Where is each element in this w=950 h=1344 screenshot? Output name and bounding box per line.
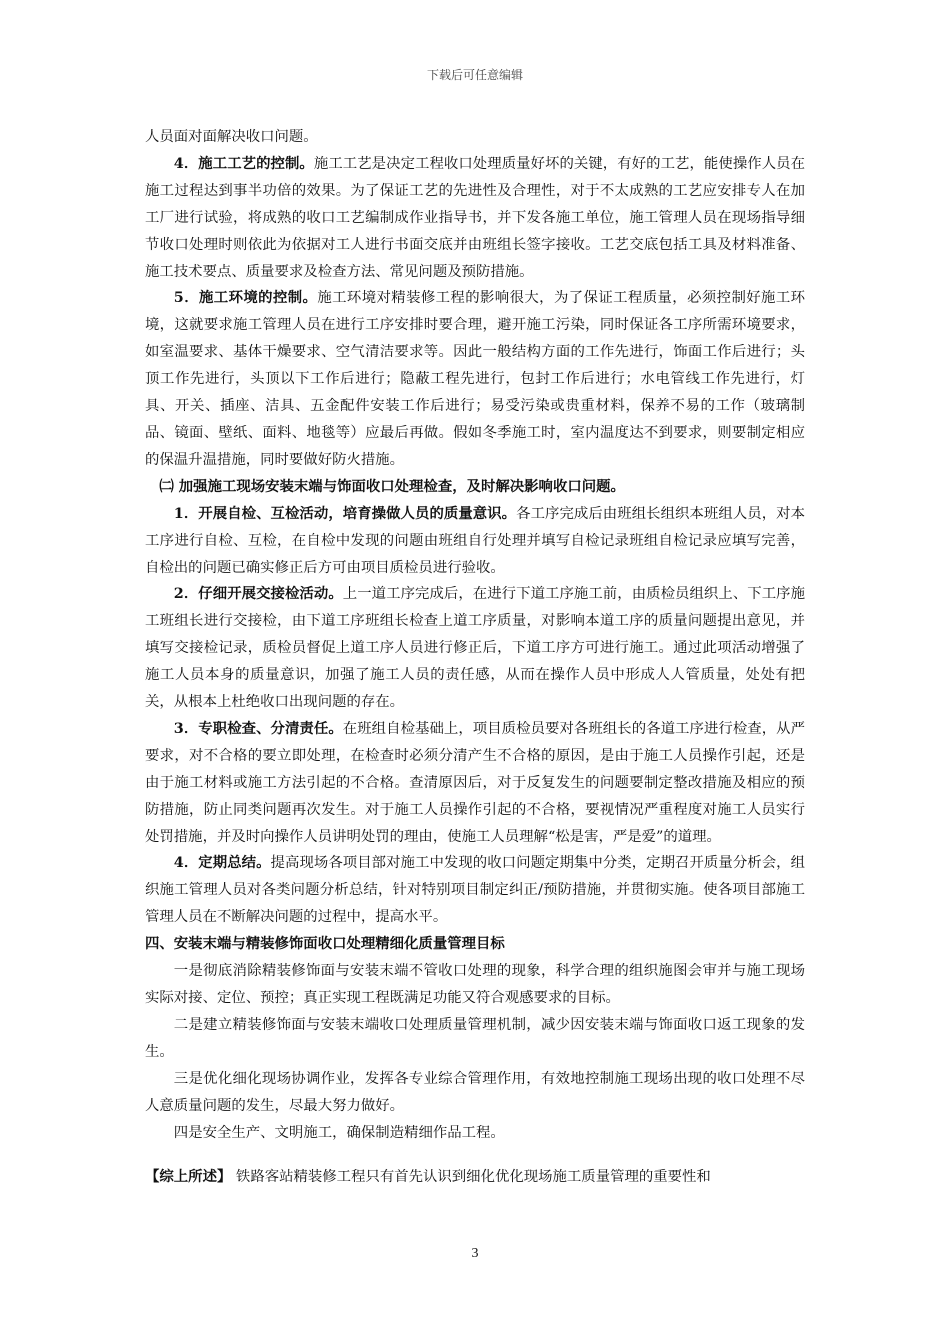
page-number: 3	[471, 1246, 479, 1261]
goal-item: 四是安全生产、文明施工，确保制造精细作品工程。	[173, 1124, 505, 1141]
section-heading: 四、安装末端与精装修饰面收口处理精细化质量管理目标	[145, 935, 505, 953]
goal-item: 一是彻底消除精装修饰面与安装末端不管收口处理的现象，科学合理的组织施图会审并与施工现场实际对接、定位、预控；真正实现工程既满足功能又符合观感要求的目标。	[145, 963, 805, 1006]
paragraph-lead: 4．施工工艺的控制。	[173, 154, 314, 172]
paragraph-self-inspection: 1．开展自检、互检活动，培育操做人员的质量意识。各工序完成后由班组长组织本班组人员，对本工序进行自检、互检，在自检中发现的问题由班组自行处理并填写自检记录班组自检记录应填写完善，自检出的问题已确实修正后方可由项目质检员进行验收。	[145, 504, 805, 576]
subsection-heading: ㈡ 加强施工现场安装末端与饰面收口处理检查，及时解决影响收口问题。	[159, 477, 625, 495]
paragraph-process-control: 4．施工工艺的控制。施工工艺是决定工程收口处理质量好坏的关键，有好的工艺，能使操作人员在施工过程达到事半功倍的效果。为了保证工艺的先进性及合理性，对于不太成熟的工艺应安排专人在加工厂进行试验，将成熟的收口工艺编制成作业指导书，并下发各施工单位，施工管理人员在现场指导细节收口处理时则依此为依据对工人进行书面交底并由班组长签字接收。工艺交底包括工具及材料准备、施工技术要点、质量要求及检查方法、常见问题及预防措施。	[145, 154, 805, 280]
summary-label: 【综上所述】	[145, 1168, 232, 1186]
paragraph-lead: 2．仔细开展交接检活动。	[173, 585, 343, 603]
summary-text: 铁路客站精装修工程只有首先认识到细化优化现场施工质量管理的重要性和	[231, 1169, 711, 1186]
paragraph-handover-inspection: 2．仔细开展交接检活动。上一道工序完成后，在进行下道工序施工前，由质检员组织上、下工序施工班组长进行交接检，由下道工序班组长检查上道工序质量，对影响本道工序的质量问题提出意见，并填写交接检记录，质检员督促上道工序人员进行修正后，下道工序方可进行施工。通过此项活动增强了施工人员本身的质量意识，加强了施工人员的责任感，从而在操作人员中形成人人管质量，处处有把关，从根本上杜绝收口出现问题的存在。	[145, 585, 805, 711]
paragraph-lead: 5．施工环境的控制。	[173, 289, 318, 307]
page-header: 下载后可任意编辑	[426, 68, 523, 82]
paragraph-dedicated-inspection: 3．专职检查、分清责任。在班组自检基础上，项目质检员要对各班组长的各道工序进行检查，从严要求，对不合格的要立即处理，在检查时必须分清产生不合格的原因，是由于施工人员操作引起，还是由于施工材料或施工方法引起的不合格。查清原因后，对于反复发生的问题要制定整改措施及相应的预防措施，防止同类问题再次发生。对于施工人员操作引起的不合格，要视情况严重程度对施工人员实行处罚措施，并及时向操作人员讲明处罚的理由，使施工人员理解“松是害，严是爱”的道理。	[145, 719, 805, 845]
paragraph-environment-control: 5．施工环境的控制。施工环境对精装修工程的影响很大，为了保证工程质量，必须控制好施工环境，这就要求施工管理人员在进行工序安排时要合理，避开施工污染，同时保证各工序所需环境要求，如室温要求、基体干燥要求、空气清洁要求等。因此一般结构方面的工作先进行，饰面工作后进行；头顶工作先进行，头顶以下工作后进行；隐蔽工程先进行，包封工作后进行；水电管线工作先进行，灯具、开关、插座、洁具、五金配件安装工作后进行；易受污染或贵重材料，保养不易的工作（玻璃制品、镜面、壁纸、面料、地毯等）应最后再做。假如冬季施工时，室内温度达不到要求，则要制定相应的保温升温措施，同时要做好防火措施。	[145, 289, 805, 468]
summary-paragraph	[145, 1164, 805, 1191]
document-body	[145, 124, 805, 1191]
paragraph-lead: 4．定期总结。	[173, 854, 271, 872]
paragraph-periodic-summary: 4．定期总结。提高现场各项目部对施工中发现的收口问题定期集中分类，定期召开质量分析会，组织施工管理人员对各类问题分析总结，针对特别项目制定纠正/预防措施，并贯彻实施。使各项目部施工管理人员在不断解决问题的过程中，提高水平。	[145, 854, 805, 926]
paragraph-lead: 3．专职检查、分清责任。	[173, 719, 343, 737]
paragraph-continuation: 人员面对面解决收口问题。	[145, 129, 318, 145]
paragraph-lead: 1．开展自检、互检活动，培育操做人员的质量意识。	[173, 504, 517, 522]
goal-item: 二是建立精装修饰面与安装末端收口处理质量管理机制，减少因安装末端与饰面收口返工现象的发生。	[145, 1016, 805, 1060]
goal-item: 三是优化细化现场协调作业，发挥各专业综合管理作用，有效地控制施工现场出现的收口处理不尽人意质量问题的发生，尽最大努力做好。	[145, 1070, 805, 1114]
